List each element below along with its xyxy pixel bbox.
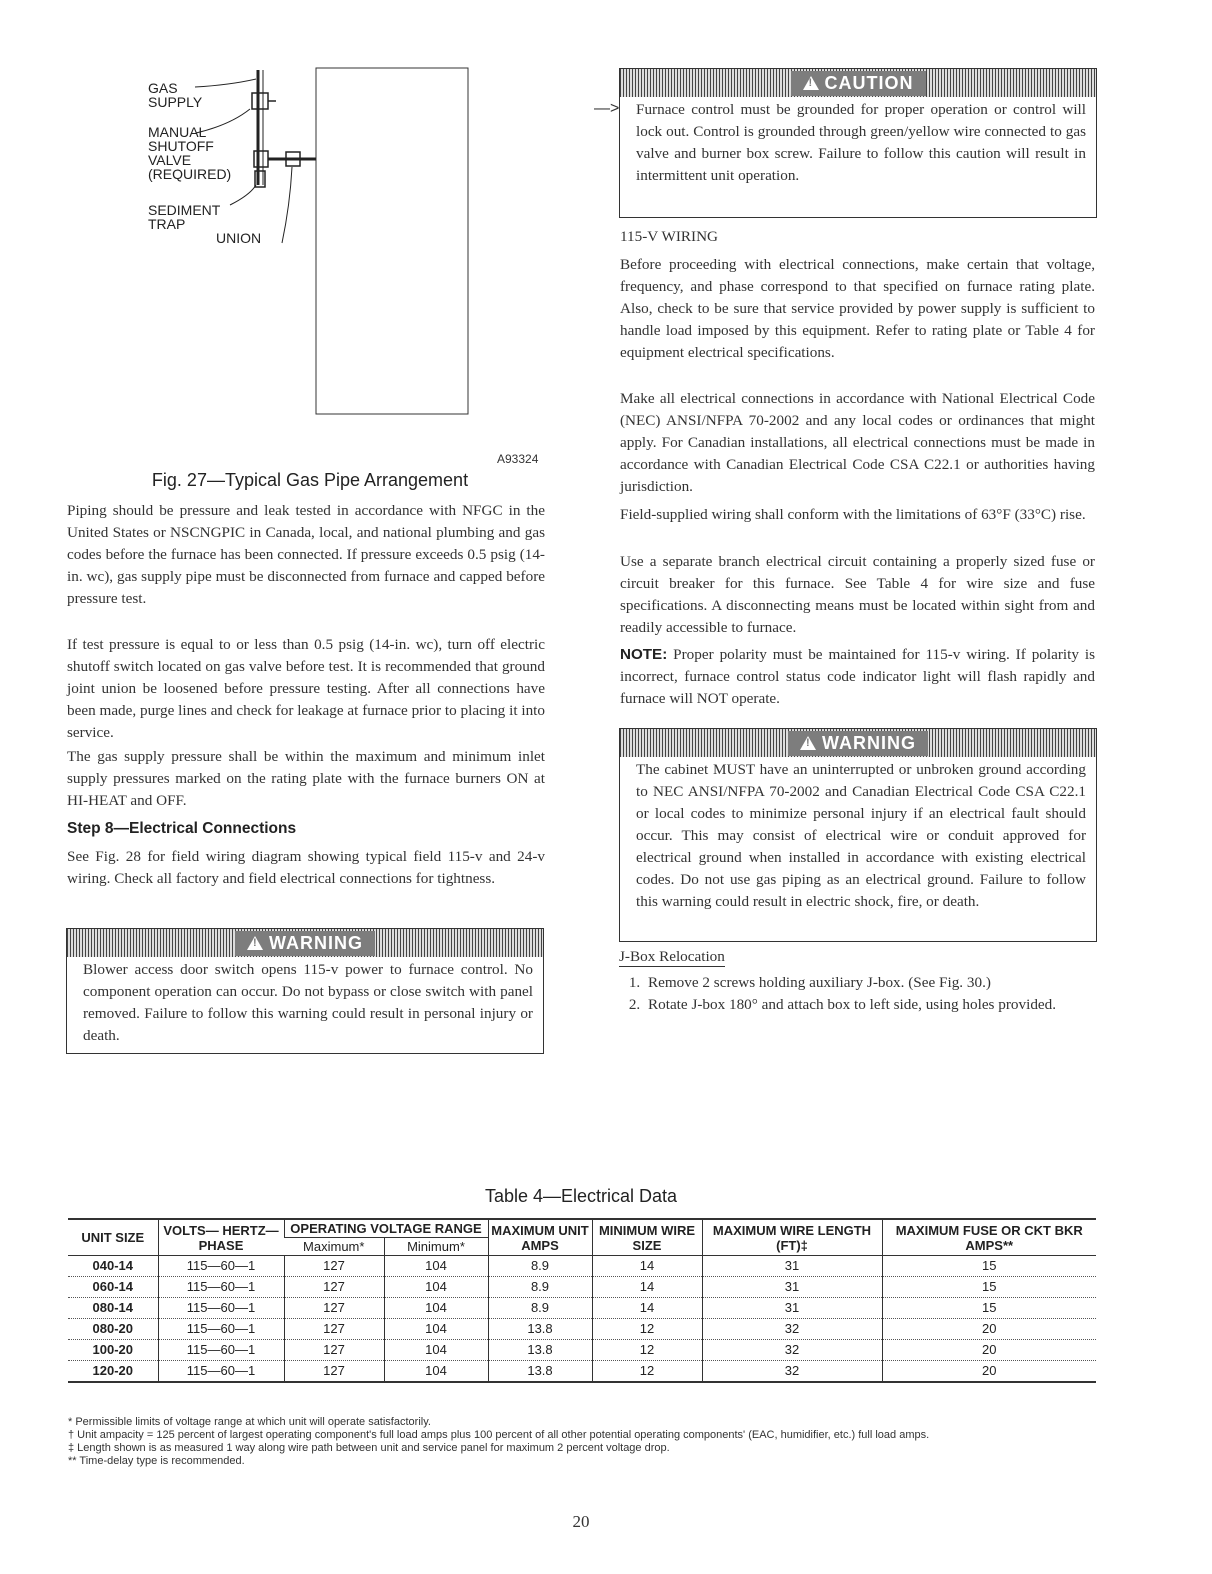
blower-warning-text: Blower access door switch opens 115-v power to furnace control. No component operation can occur. Do not bypass or close switch with panel removed. Failure to follow this warning could result in personal injury or death. bbox=[83, 961, 533, 1044]
cell-max-amps: 13.8 bbox=[488, 1340, 592, 1361]
cell-unit-size: 040-14 bbox=[68, 1256, 158, 1277]
left-paragraph-3: The gas supply pressure shall be within the maximum and minimum inlet supply pressures marked on the rating plate with the furnace burners ON at HI-HEAT and OFF. bbox=[67, 748, 545, 809]
cell-min-voltage: 104 bbox=[384, 1277, 488, 1298]
header-volts: VOLTS— HERTZ— PHASE bbox=[158, 1219, 284, 1256]
warning-band-right bbox=[620, 729, 1096, 757]
revision-arrow: —> bbox=[594, 100, 620, 117]
cell-max-voltage: 127 bbox=[284, 1319, 384, 1340]
right-paragraph-1: Before proceeding with electrical connections, make certain that voltage, frequency, and phase correspond to that specified on furnace rating plate. Also, check to be sure that service provided by power supply is sufficient to handle load imposed by this equipment. Refer to rating plate or Table 4 for equipment electrical specifications. bbox=[620, 256, 1095, 361]
cell-max-amps: 8.9 bbox=[488, 1298, 592, 1319]
cell-unit-size: 080-20 bbox=[68, 1319, 158, 1340]
note-label: NOTE: bbox=[620, 646, 668, 663]
cell-min-wire: 14 bbox=[592, 1256, 702, 1277]
label-gas-supply: GAS SUPPLY bbox=[148, 80, 203, 110]
cell-max-amps: 13.8 bbox=[488, 1361, 592, 1383]
cell-max-voltage: 127 bbox=[284, 1340, 384, 1361]
cell-max-length: 32 bbox=[702, 1319, 882, 1340]
jbox-step-2: 2. Rotate J-box 180° and attach box to left side, using holes provided. bbox=[644, 994, 1126, 1016]
cell-volts: 115—60—1 bbox=[158, 1298, 284, 1319]
cell-max-voltage: 127 bbox=[284, 1277, 384, 1298]
cell-volts: 115—60—1 bbox=[158, 1277, 284, 1298]
label-manual-shutoff: MANUAL SHUTOFF VALVE (REQUIRED) bbox=[148, 124, 232, 182]
label-sediment-trap: SEDIMENT TRAP bbox=[148, 202, 221, 232]
cell-max-length: 31 bbox=[702, 1256, 882, 1277]
cell-volts: 115—60—1 bbox=[158, 1361, 284, 1383]
header-max-length: MAXIMUM WIRE LENGTH (FT)‡ bbox=[702, 1219, 882, 1256]
jbox-steps bbox=[612, 972, 1126, 1016]
left-paragraph-4: See Fig. 28 for field wiring diagram showing typical field 115-v and 24-v wiring. Check all factory and field electrical connections for tightness. bbox=[67, 848, 545, 887]
cell-min-wire: 14 bbox=[592, 1298, 702, 1319]
label-union: UNION bbox=[216, 230, 262, 246]
cell-min-wire: 12 bbox=[592, 1361, 702, 1383]
table-row bbox=[68, 1298, 1096, 1319]
leader-union bbox=[282, 167, 292, 243]
cell-unit-size: 060-14 bbox=[68, 1277, 158, 1298]
header-max-amps: MAXIMUM UNIT AMPS bbox=[488, 1219, 592, 1256]
footnote: ** Time-delay type is recommended. bbox=[68, 1455, 245, 1467]
cell-max-fuse: 20 bbox=[882, 1340, 1096, 1361]
cell-max-length: 32 bbox=[702, 1340, 882, 1361]
cell-max-length: 31 bbox=[702, 1277, 882, 1298]
header-operating-range: OPERATING VOLTAGE RANGE bbox=[284, 1219, 488, 1238]
ground-warning-box bbox=[619, 728, 1097, 942]
warning-triangle-icon bbox=[247, 936, 263, 950]
note-paragraph bbox=[620, 644, 1095, 710]
gas-pipe-figure bbox=[100, 55, 560, 475]
table-row bbox=[68, 1319, 1096, 1340]
header-max-fuse: MAXIMUM FUSE OR CKT BKR AMPS** bbox=[882, 1219, 1096, 1256]
wiring-heading: 115-V WIRING bbox=[620, 228, 719, 245]
table-title: Table 4—Electrical Data bbox=[484, 1186, 678, 1206]
cell-min-wire: 14 bbox=[592, 1277, 702, 1298]
jbox-step-1: 1. Remove 2 screws holding auxiliary J-box. (See Fig. 30.) bbox=[644, 972, 1126, 994]
table-row bbox=[68, 1340, 1096, 1361]
cell-max-voltage: 127 bbox=[284, 1256, 384, 1277]
cell-unit-size: 080-14 bbox=[68, 1298, 158, 1319]
cell-volts: 115—60—1 bbox=[158, 1256, 284, 1277]
table-footnotes bbox=[68, 1416, 1098, 1468]
ground-warning-text: The cabinet MUST have an uninterrupted or unbroken ground according to NEC ANSI/NFPA 70-2002 and Canadian Electrical Code CSA C22.1 or local codes to minimize personal injury if an electrical fault should occur. This may consist of electrical wire or conduit approved for electrical ground when installed in accordance with existing electrical codes. Do not use gas piping as an electrical ground. Failure to follow this warning could result in electric shock, fire, or death. bbox=[636, 761, 1086, 910]
right-paragraph-2: Make all electrical connections in accordance with National Electrical Code (NEC) ANSI/NFPA 70-2002 and any local codes or ordinances that might apply. For Canadian installations, all electrical connections must be made in accordance with Canadian Electrical Code CSA C22.1 or authorities having jurisdiction. bbox=[620, 390, 1095, 495]
footnote: † Unit ampacity = 125 percent of largest operating component's full load amps plus 100 percent of all other potential operating components' (EAC, humidifier, etc.) full load amps. bbox=[68, 1429, 930, 1441]
cell-max-fuse: 15 bbox=[882, 1277, 1096, 1298]
cell-min-wire: 12 bbox=[592, 1319, 702, 1340]
cell-min-voltage: 104 bbox=[384, 1361, 488, 1383]
leader-gas-supply bbox=[195, 79, 256, 87]
caution-band bbox=[620, 69, 1096, 97]
table-row bbox=[68, 1256, 1096, 1277]
electrical-data-table bbox=[68, 1218, 1096, 1383]
pipe-tee bbox=[254, 151, 268, 167]
right-paragraph-3: Field-supplied wiring shall conform with the limitations of 63°F (33°C) rise. bbox=[620, 506, 1086, 523]
cell-min-voltage: 104 bbox=[384, 1319, 488, 1340]
cell-max-amps: 8.9 bbox=[488, 1277, 592, 1298]
table-row bbox=[68, 1277, 1096, 1298]
cell-unit-size: 120-20 bbox=[68, 1361, 158, 1383]
header-unit-size: UNIT SIZE bbox=[68, 1219, 158, 1256]
left-paragraph-2: If test pressure is equal to or less than 0.5 psig (14-in. wc), turn off electric shutoff switch located on gas valve before test. It is recommended that ground joint union be loosened before pressure testing. After all connections have been made, purge lines and check for leakage at furnace prior to placing it into service. bbox=[67, 636, 545, 741]
cell-volts: 115—60—1 bbox=[158, 1340, 284, 1361]
page-number: 20 bbox=[572, 1512, 590, 1531]
cell-min-voltage: 104 bbox=[384, 1340, 488, 1361]
subheader-maximum: Maximum* bbox=[284, 1238, 384, 1256]
caution-title: CAUTION bbox=[824, 72, 914, 93]
header-min-wire: MINIMUM WIRE SIZE bbox=[592, 1219, 702, 1256]
cell-unit-size: 100-20 bbox=[68, 1340, 158, 1361]
table-header-row bbox=[68, 1219, 1096, 1238]
cell-max-length: 31 bbox=[702, 1298, 882, 1319]
cell-max-fuse: 20 bbox=[882, 1319, 1096, 1340]
cell-max-voltage: 127 bbox=[284, 1298, 384, 1319]
cell-min-wire: 12 bbox=[592, 1340, 702, 1361]
figure-code: A93324 bbox=[497, 452, 539, 466]
step-8-heading: Step 8—Electrical Connections bbox=[67, 820, 297, 837]
cell-min-voltage: 104 bbox=[384, 1298, 488, 1319]
cell-max-voltage: 127 bbox=[284, 1361, 384, 1383]
leader-sediment-trap bbox=[230, 185, 256, 205]
caution-text: Furnace control must be grounded for proper operation or control will lock out. Control is grounded through green/yellow wire connected to gas valve and burner box screw. Failure to follow this caution will result in intermittent unit operation. bbox=[636, 101, 1086, 184]
cell-max-fuse: 15 bbox=[882, 1256, 1096, 1277]
blower-warning-box bbox=[66, 928, 544, 1054]
gas-pipe-diagram bbox=[100, 55, 560, 475]
warning-triangle-icon bbox=[800, 736, 816, 750]
cell-max-fuse: 15 bbox=[882, 1298, 1096, 1319]
right-paragraph-4: Use a separate branch electrical circuit containing a properly sized fuse or circuit breaker for this furnace. See Table 4 for wire size and fuse specifications. A disconnecting means must be located within sight from and readily accessible to furnace. bbox=[620, 553, 1095, 636]
note-text: Proper polarity must be maintained for 115-v wiring. If polarity is incorrect, furnace control status code indicator light will flash rapidly and furnace will NOT operate. bbox=[620, 646, 1095, 707]
cell-max-amps: 13.8 bbox=[488, 1319, 592, 1340]
cell-volts: 115—60—1 bbox=[158, 1319, 284, 1340]
subheader-minimum: Minimum* bbox=[384, 1238, 488, 1256]
left-paragraph-1: Piping should be pressure and leak tested in accordance with NFGC in the United States or NSCNGPIC in Canada, local, and national plumbing and gas codes before the furnace has been connected. If pressure exceeds 0.5 psig (14-in. wc), gas supply pipe must be disconnected from furnace and capped before pressure test. bbox=[67, 502, 545, 607]
footnote: ‡ Length shown is as measured 1 way along wire path between unit and service panel for maximum 2 percent voltage drop. bbox=[68, 1442, 670, 1454]
cell-max-amps: 8.9 bbox=[488, 1256, 592, 1277]
furnace-cabinet bbox=[316, 68, 468, 414]
table-row bbox=[68, 1361, 1096, 1383]
warning-title: WARNING bbox=[269, 932, 363, 953]
cell-max-length: 32 bbox=[702, 1361, 882, 1383]
warning-title-right: WARNING bbox=[822, 732, 916, 753]
cell-max-fuse: 20 bbox=[882, 1361, 1096, 1383]
caution-box bbox=[619, 68, 1097, 218]
warning-band bbox=[67, 929, 543, 957]
footnote: * Permissible limits of voltage range at which unit will operate satisfactorily. bbox=[68, 1416, 431, 1428]
caution-triangle-icon bbox=[803, 76, 819, 90]
figure-caption: Fig. 27—Typical Gas Pipe Arrangement bbox=[151, 470, 469, 490]
manual-shutoff-valve bbox=[252, 93, 268, 109]
cell-min-voltage: 104 bbox=[384, 1256, 488, 1277]
jbox-heading: J-Box Relocation bbox=[619, 948, 725, 965]
